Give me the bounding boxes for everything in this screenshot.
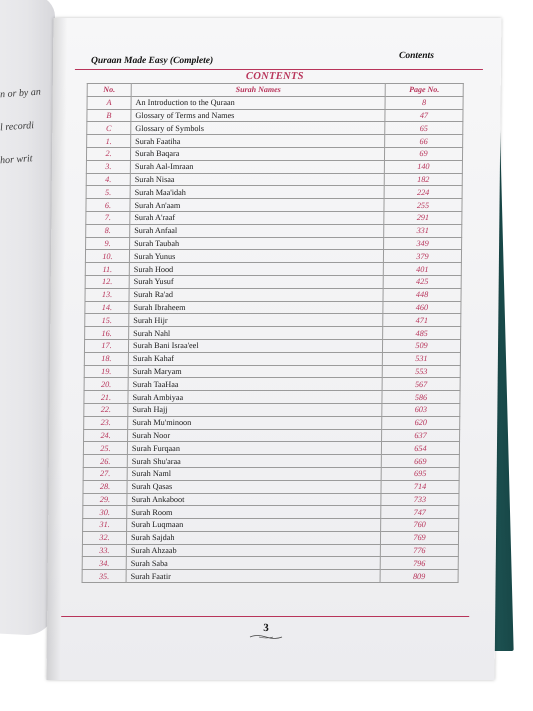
page-number-cell: 769: [380, 531, 458, 544]
table-row: [82, 570, 458, 583]
row-number: 32.: [82, 531, 126, 544]
table-row: [84, 365, 460, 378]
table-row: [85, 263, 461, 276]
row-number: 27.: [83, 467, 127, 480]
contents-table: [82, 83, 464, 583]
page-number-cell: 331: [384, 224, 462, 237]
page-number-cell: 140: [384, 160, 462, 173]
row-number: 2.: [86, 147, 130, 160]
table-row: [84, 378, 460, 391]
table-row: [87, 122, 463, 135]
surah-name: Surah Kahaf: [128, 352, 382, 365]
table-row: [86, 173, 462, 186]
header-rule: [75, 69, 483, 70]
contents-rows: [82, 96, 463, 582]
page-number-cell: 620: [382, 416, 460, 429]
surah-name: Surah Taubah: [130, 237, 384, 250]
contents-table-block: [82, 71, 463, 583]
row-number: 31.: [83, 519, 127, 532]
surah-name: Surah Yunus: [129, 250, 383, 263]
table-row: [84, 391, 460, 404]
row-number: 22.: [84, 403, 128, 416]
table-row: [84, 339, 460, 352]
row-number: 1.: [87, 135, 131, 148]
page-number-cell: 637: [382, 429, 460, 442]
table-row: [84, 403, 460, 416]
page-number-cell: 65: [385, 122, 463, 135]
table-row: [87, 109, 463, 122]
page-number-cell: 776: [380, 544, 458, 557]
table-row: [83, 467, 459, 480]
page-number-cell: 733: [381, 493, 459, 506]
page-number-cell: 586: [382, 391, 460, 404]
table-row: [85, 314, 461, 327]
table-row: [84, 429, 460, 442]
surah-name: Surah Ibraheem: [129, 301, 383, 314]
row-number: 12.: [85, 275, 129, 288]
table-row: [83, 519, 459, 532]
surah-name: Glossary of Terms and Names: [131, 109, 385, 122]
row-number: 10.: [85, 250, 129, 263]
surah-name: Surah Qasas: [127, 480, 381, 493]
table-row: [84, 352, 460, 365]
table-row: [82, 544, 458, 557]
row-number: 13.: [85, 288, 129, 301]
page-number-cell: 531: [382, 352, 460, 365]
previous-page-line: n or by an: [0, 86, 42, 101]
surah-name: Surah Faatir: [126, 570, 380, 583]
table-row: [82, 531, 458, 544]
row-number: 29.: [83, 493, 127, 506]
row-number: 26.: [83, 455, 127, 468]
row-number: C: [87, 122, 131, 135]
row-number: 17.: [84, 339, 128, 352]
row-number: 18.: [84, 352, 128, 365]
surah-name: Glossary of Symbols: [131, 122, 385, 135]
column-header-no: No.: [87, 84, 131, 97]
surah-name: Surah Room: [127, 506, 381, 519]
table-row: [86, 186, 462, 199]
page-number-cell: 567: [382, 378, 460, 391]
table-row: [86, 211, 462, 224]
previous-page-text: [0, 66, 41, 187]
table-row: [83, 480, 459, 493]
surah-name: Surah Yusuf: [129, 275, 383, 288]
page-number-cell: 448: [383, 288, 461, 301]
surah-name: Surah Ra'ad: [129, 288, 383, 301]
row-number: 8.: [86, 224, 130, 237]
row-number: 16.: [85, 327, 129, 340]
previous-page-line: l recordi: [0, 120, 35, 134]
surah-name: Surah Ambiyaa: [128, 391, 382, 404]
surah-name: Surah Nisaa: [130, 173, 384, 186]
column-header-names: Surah Names: [131, 84, 385, 97]
row-number: 15.: [85, 314, 129, 327]
table-row: [86, 147, 462, 160]
surah-name: Surah Mu'minoon: [128, 416, 382, 429]
surah-name: Surah Bani Israa'eel: [128, 339, 382, 352]
surah-name: Surah Saba: [126, 557, 380, 570]
page-number-cell: 760: [381, 519, 459, 532]
previous-page-line: hor writ: [0, 153, 33, 167]
page-number-cell: 460: [383, 301, 461, 314]
page-number-cell: 471: [383, 314, 461, 327]
page-number-cell: 695: [381, 467, 459, 480]
surah-name: Surah TaaHaa: [128, 378, 382, 391]
page-number-cell: 291: [384, 211, 462, 224]
running-header-title: Quraan Made Easy (Complete): [90, 56, 214, 66]
page-number-cell: 669: [381, 455, 459, 468]
row-number: 6.: [86, 199, 130, 212]
page-number-cell: 224: [384, 186, 462, 199]
table-row: [86, 160, 462, 173]
row-number: 34.: [82, 557, 126, 570]
table-row: [85, 275, 461, 288]
table-row: [87, 135, 463, 148]
running-header-section: Contents: [399, 51, 434, 61]
page-number-cell: 255: [384, 199, 462, 212]
surah-name: Surah Naml: [127, 467, 381, 480]
footer-rule: [61, 616, 469, 617]
page-number-cell: 182: [384, 173, 462, 186]
surah-name: Surah Maa'idah: [130, 186, 384, 199]
surah-name: Surah Hijr: [129, 314, 383, 327]
surah-name: Surah Noor: [128, 429, 382, 442]
surah-name: Surah Nahl: [129, 327, 383, 340]
row-number: 23.: [84, 416, 128, 429]
page-number-cell: 603: [382, 403, 460, 416]
row-number: 5.: [86, 186, 130, 199]
table-row: [86, 199, 462, 212]
table-row: [83, 506, 459, 519]
row-number: 25.: [83, 442, 127, 455]
row-number: 24.: [84, 429, 128, 442]
flourish-ornament-icon: [249, 634, 283, 640]
page-number-cell: 553: [382, 365, 460, 378]
page-number-cell: 714: [381, 480, 459, 493]
table-row: [86, 224, 462, 237]
table-row: [85, 288, 461, 301]
page-number: 3: [263, 622, 269, 634]
page-number-cell: 509: [382, 339, 460, 352]
page-number-cell: 654: [381, 442, 459, 455]
row-number: 9.: [86, 237, 130, 250]
surah-name: Surah Shu'araa: [127, 455, 381, 468]
row-number: 11.: [85, 263, 129, 276]
page-number-cell: 69: [384, 147, 462, 160]
table-row: [87, 96, 463, 109]
surah-name: Surah A'raaf: [130, 211, 384, 224]
surah-name: Surah An'aam: [130, 199, 384, 212]
table-row: [83, 442, 459, 455]
page-number-cell: 425: [383, 275, 461, 288]
row-number: 30.: [83, 506, 127, 519]
surah-name: Surah Maryam: [128, 365, 382, 378]
surah-name: Surah Baqara: [130, 147, 384, 160]
page-number-cell: 485: [383, 327, 461, 340]
page-number-cell: 66: [385, 135, 463, 148]
row-number: 14.: [85, 301, 129, 314]
table-row: [83, 455, 459, 468]
surah-name: An Introduction to the Quraan: [131, 96, 385, 109]
row-number: 7.: [86, 211, 130, 224]
page-number-cell: 401: [383, 263, 461, 276]
row-number: 35.: [82, 570, 126, 583]
surah-name: Surah Anfaal: [130, 224, 384, 237]
page-number-cell: 349: [384, 237, 462, 250]
row-number: 28.: [83, 480, 127, 493]
surah-name: Surah Hood: [129, 263, 383, 276]
surah-name: Surah Ahzaab: [126, 544, 380, 557]
page-number-block: [249, 618, 283, 640]
row-number: A: [87, 96, 131, 109]
table-row: [85, 327, 461, 340]
table-row: [85, 301, 461, 314]
row-number: B: [87, 109, 131, 122]
surah-name: Surah Hajj: [128, 403, 382, 416]
page-number-cell: 809: [380, 570, 458, 583]
table-header-row: [87, 84, 463, 97]
table-row: [85, 250, 461, 263]
page-number-cell: 379: [383, 250, 461, 263]
page-number-cell: 747: [381, 506, 459, 519]
table-row: [82, 557, 458, 570]
surah-name: Surah Sajdah: [126, 531, 380, 544]
column-header-page: Page No.: [385, 84, 463, 97]
surah-name: Surah Aal-Imraan: [130, 160, 384, 173]
row-number: 3.: [86, 160, 130, 173]
row-number: 19.: [84, 365, 128, 378]
contents-title: CONTENTS: [245, 71, 304, 82]
page-number-cell: 8: [385, 96, 463, 109]
row-number: 20.: [84, 378, 128, 391]
page-number-cell: 796: [380, 557, 458, 570]
surah-name: Surah Luqmaan: [127, 519, 381, 532]
row-number: 21.: [84, 391, 128, 404]
row-number: 4.: [86, 173, 130, 186]
table-row: [83, 493, 459, 506]
surah-name: Surah Ankaboot: [127, 493, 381, 506]
surah-name: Surah Furqaan: [127, 442, 381, 455]
page-number-cell: 47: [385, 109, 463, 122]
table-row: [84, 416, 460, 429]
row-number: 33.: [82, 544, 126, 557]
table-row: [86, 237, 462, 250]
surah-name: Surah Faatiha: [131, 135, 385, 148]
contents-page: [47, 18, 502, 680]
